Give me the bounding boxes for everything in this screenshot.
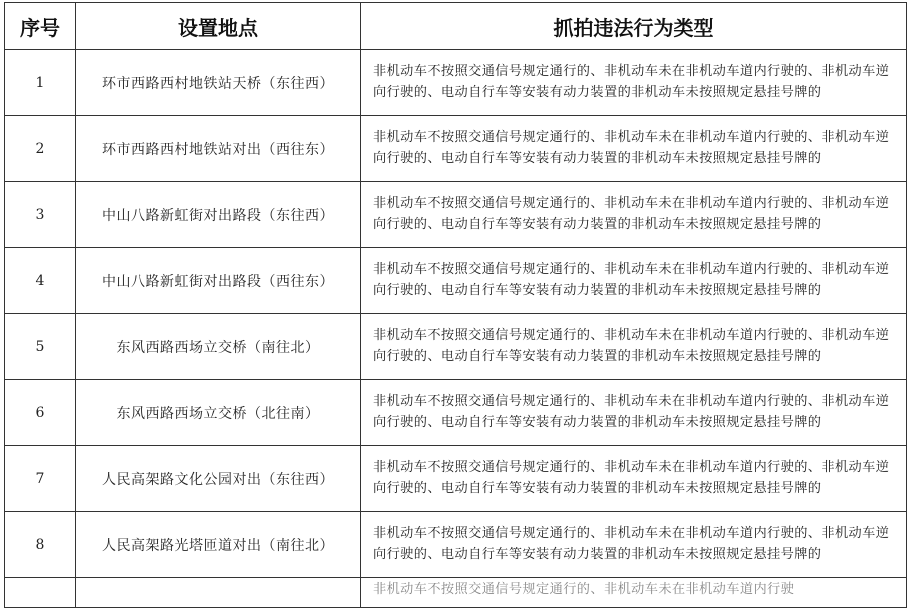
row-number: 5 <box>5 314 76 380</box>
header-no: 序号 <box>5 3 76 50</box>
row-violation-type: 非机动车不按照交通信号规定通行的、非机动车未在非机动车道内行驶的、非机动车逆向行驶的、电动自行车等安装有动力装置的非机动车未按照规定悬挂号牌的 <box>361 380 907 446</box>
table-row <box>5 182 907 248</box>
enforcement-camera-table <box>4 2 907 608</box>
row-number: 4 <box>5 248 76 314</box>
row-location: 东风西路西场立交桥（北往南） <box>76 380 361 446</box>
header-location: 设置地点 <box>76 3 361 50</box>
row-location: 中山八路新虹街对出路段（西往东） <box>76 248 361 314</box>
table-row <box>5 512 907 578</box>
row-number: 3 <box>5 182 76 248</box>
row-location: 环市西路西村地铁站天桥（东往西） <box>76 50 361 116</box>
table-row <box>5 446 907 512</box>
row-violation-type: 非机动车不按照交通信号规定通行的、非机动车未在非机动车道内行驶的、非机动车逆向行驶的、电动自行车等安装有动力装置的非机动车未按照规定悬挂号牌的 <box>361 116 907 182</box>
row-location: 东风西路西场立交桥（南往北） <box>76 314 361 380</box>
row-location <box>76 578 361 608</box>
row-number: 8 <box>5 512 76 578</box>
table-row <box>5 314 907 380</box>
table-header-row <box>5 3 907 50</box>
row-violation-type: 非机动车不按照交通信号规定通行的、非机动车未在非机动车道内行驶 <box>361 578 907 608</box>
row-location: 人民高架路文化公园对出（东往西） <box>76 446 361 512</box>
row-location: 人民高架路光塔匝道对出（南往北） <box>76 512 361 578</box>
row-violation-type: 非机动车不按照交通信号规定通行的、非机动车未在非机动车道内行驶的、非机动车逆向行驶的、电动自行车等安装有动力装置的非机动车未按照规定悬挂号牌的 <box>361 182 907 248</box>
row-violation-type: 非机动车不按照交通信号规定通行的、非机动车未在非机动车道内行驶的、非机动车逆向行驶的、电动自行车等安装有动力装置的非机动车未按照规定悬挂号牌的 <box>361 314 907 380</box>
table-row <box>5 248 907 314</box>
row-violation-type: 非机动车不按照交通信号规定通行的、非机动车未在非机动车道内行驶的、非机动车逆向行驶的、电动自行车等安装有动力装置的非机动车未按照规定悬挂号牌的 <box>361 446 907 512</box>
row-location: 中山八路新虹街对出路段（东往西） <box>76 182 361 248</box>
row-violation-type: 非机动车不按照交通信号规定通行的、非机动车未在非机动车道内行驶的、非机动车逆向行驶的、电动自行车等安装有动力装置的非机动车未按照规定悬挂号牌的 <box>361 512 907 578</box>
table-row <box>5 380 907 446</box>
row-number: 7 <box>5 446 76 512</box>
row-location: 环市西路西村地铁站对出（西往东） <box>76 116 361 182</box>
header-violation-type: 抓拍违法行为类型 <box>361 3 907 50</box>
row-number: 6 <box>5 380 76 446</box>
row-number: 2 <box>5 116 76 182</box>
table-row-partial <box>5 578 907 608</box>
table-row <box>5 116 907 182</box>
row-violation-type: 非机动车不按照交通信号规定通行的、非机动车未在非机动车道内行驶的、非机动车逆向行驶的、电动自行车等安装有动力装置的非机动车未按照规定悬挂号牌的 <box>361 50 907 116</box>
row-number: 1 <box>5 50 76 116</box>
row-violation-type: 非机动车不按照交通信号规定通行的、非机动车未在非机动车道内行驶的、非机动车逆向行驶的、电动自行车等安装有动力装置的非机动车未按照规定悬挂号牌的 <box>361 248 907 314</box>
table-row <box>5 50 907 116</box>
row-number <box>5 578 76 608</box>
